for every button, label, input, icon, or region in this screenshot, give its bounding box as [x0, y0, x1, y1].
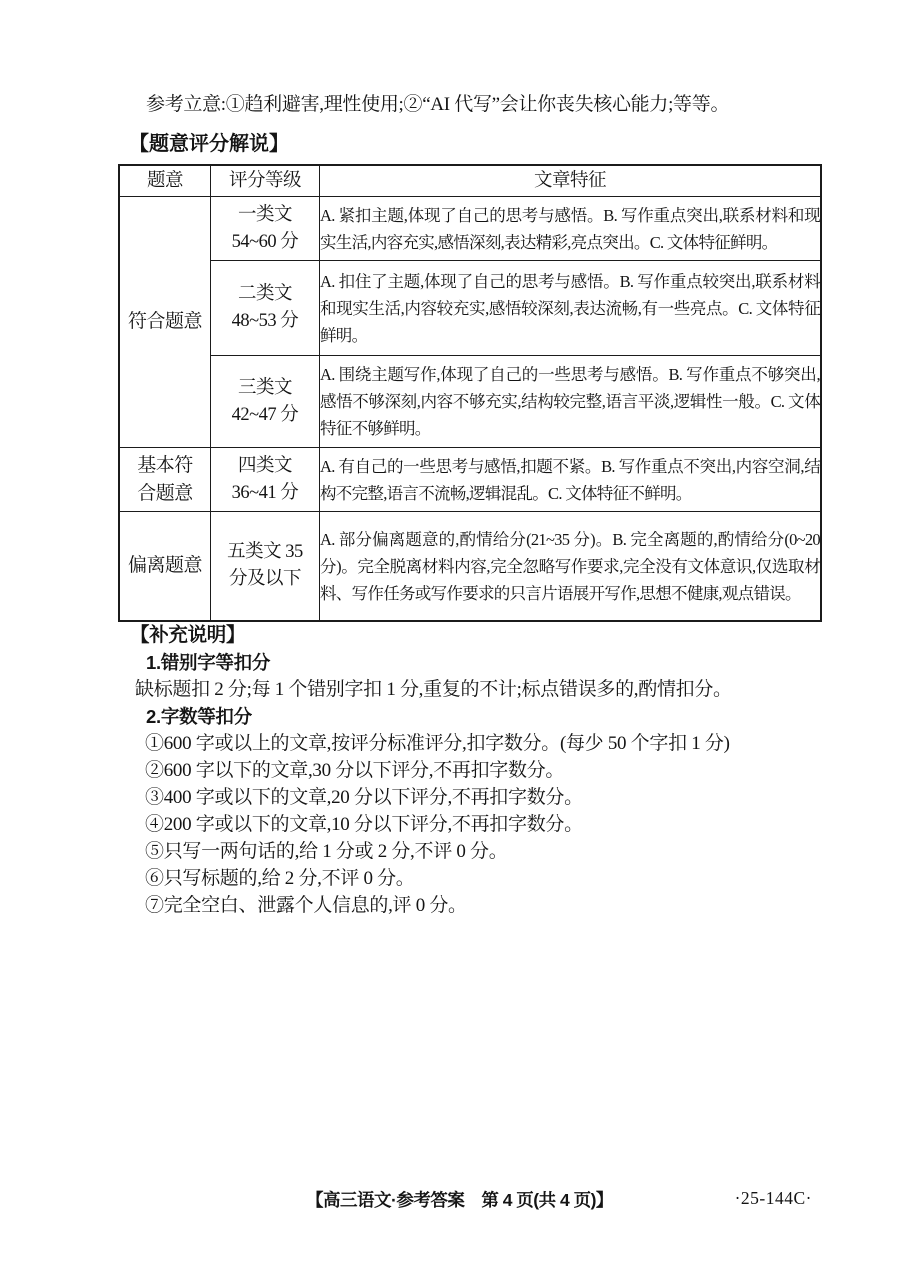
table-row [119, 197, 821, 261]
footer-page-label: 【高三语文·参考答案 第 4 页(共 4 页)】 [306, 1190, 613, 1210]
supplement-line: 1.错别字等扣分 [146, 652, 271, 673]
features-cell: A. 围绕主题写作,体现了自己的一些思考与感悟。B. 写作重点不够突出,感悟不够深刻,内容不够充实,结构较完整,语言平淡,逻辑性一般。C. 文体特征不够鲜明。 [320, 356, 822, 448]
header-grade: 评分等级 [211, 165, 320, 197]
group-label: 符合题意 [127, 311, 202, 332]
group-label: 基本符 [137, 454, 193, 476]
reference-thesis-paragraph: 参考立意:①趋利避害,理性使用;②“AI 代写”会让你丧失核心能力;等等。 [146, 94, 730, 115]
features-cell: A. 扣住了主题,体现了自己的思考与感悟。B. 写作重点较突出,联系材料和现实生活,内容较充实,感悟较深刻,表达流畅,有一些亮点。C. 文体特征鲜明。 [320, 261, 822, 356]
features-cell: A. 有自己的一些思考与感悟,扣题不紧。B. 写作重点不突出,内容空洞,结构不完整,语言不流畅,逻辑混乱。C. 文体特征不鲜明。 [320, 448, 822, 512]
scoring-explanation-title: 【题意评分解说】 [129, 133, 289, 155]
grade-cell: 五类文 35 分及以下 [211, 512, 320, 622]
group-cell-matches-topic [119, 197, 211, 448]
supplement-line: ④200 字或以下的文章,10 分以下评分,不再扣字数分。 [145, 814, 583, 835]
supplement-line: ①600 字或以上的文章,按评分标准评分,扣字数分。(每少 50 个字扣 1 分) [145, 733, 730, 754]
scoring-rubric-table [118, 164, 822, 622]
header-topic: 题意 [119, 165, 211, 197]
group-cell-basically-matches-topic [119, 448, 211, 512]
footer-paper-code: ·25-144C· [734, 1188, 812, 1208]
grade-cell: 一类文 54~60 分 [211, 197, 320, 261]
header-features: 文章特征 [320, 165, 822, 197]
group-cell-deviates-from-topic [119, 512, 211, 622]
features-cell: A. 部分偏离题意的,酌情给分(21~35 分)。B. 完全离题的,酌情给分(0~20 分)。完全脱离材料内容,完全忽略写作要求,完全没有文体意识,仅选取材料、写作任务或写作要求的只言片语展开写作,思想不健康,观点错误。 [320, 512, 822, 622]
grade-cell: 四类文 36~41 分 [211, 448, 320, 512]
grade-cell: 三类文 42~47 分 [211, 356, 320, 448]
supplement-line: 缺标题扣 2 分;每 1 个错别字扣 1 分,重复的不计;标点错误多的,酌情扣分。 [135, 679, 732, 700]
supplement-line: ⑦完全空白、泄露个人信息的,评 0 分。 [145, 895, 467, 916]
table-row [119, 512, 821, 622]
supplement-line: ③400 字或以下的文章,20 分以下评分,不再扣字数分。 [145, 787, 583, 808]
supplement-title: 【补充说明】 [130, 624, 246, 646]
table-header-row [119, 165, 821, 197]
features-cell: A. 紧扣主题,体现了自己的思考与感悟。B. 写作重点突出,联系材料和现实生活,内容充实,感悟深刻,表达精彩,亮点突出。C. 文体特征鲜明。 [320, 197, 822, 261]
supplement-line: ⑥只写标题的,给 2 分,不评 0 分。 [145, 868, 415, 889]
supplement-line: 2.字数等扣分 [146, 706, 252, 727]
group-label: 合题意 [137, 482, 193, 504]
supplement-line: ⑤只写一两句话的,给 1 分或 2 分,不评 0 分。 [145, 841, 508, 862]
supplement-line: ②600 字以下的文章,30 分以下评分,不再扣字数分。 [145, 760, 565, 781]
table-row [119, 261, 821, 356]
table-row [119, 448, 821, 512]
group-label: 偏离题意 [127, 555, 202, 576]
table-row [119, 356, 821, 448]
supplementary-notes [130, 622, 825, 919]
grade-cell: 二类文 48~53 分 [211, 261, 320, 356]
